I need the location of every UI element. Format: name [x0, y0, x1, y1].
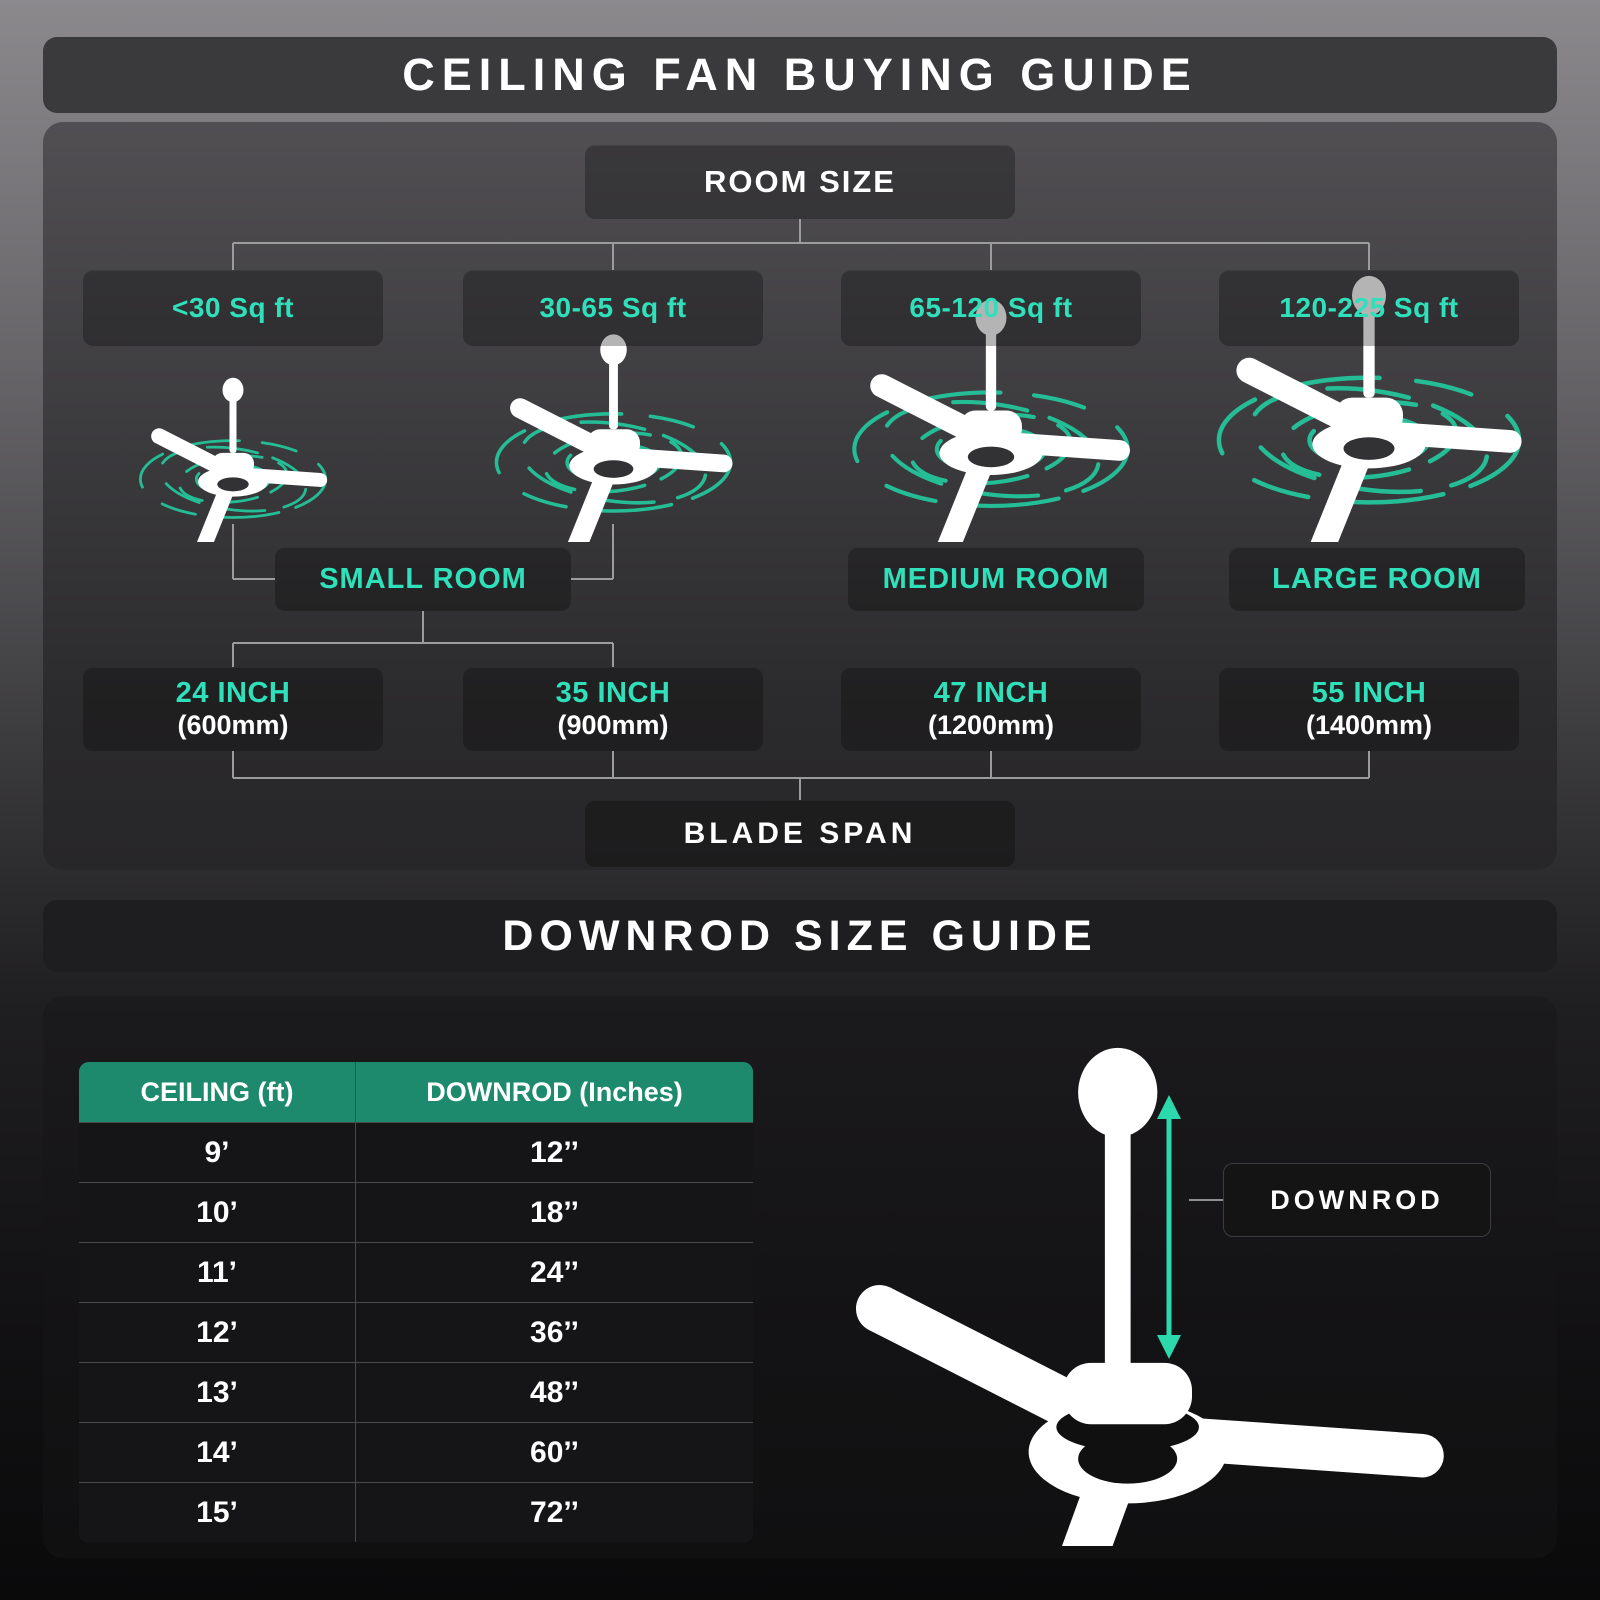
sqft-label: 120-225 Sq ft: [1279, 292, 1459, 323]
table-cell: 72’’: [356, 1483, 753, 1542]
table-cell: 14’: [79, 1423, 355, 1482]
table-cell: 24’’: [356, 1243, 753, 1302]
large-room-node: [1229, 547, 1525, 611]
downrod-size-table: [79, 1062, 753, 1542]
table-cell: 10’: [79, 1183, 355, 1242]
blade-span-node-35: [463, 667, 763, 751]
blade-span-node-24: [83, 667, 383, 751]
downrod-guide-title: [43, 900, 1557, 972]
mm-label: (1400mm): [1305, 710, 1433, 741]
medium-room-node: [848, 547, 1144, 611]
table-cell: 60’’: [356, 1423, 753, 1482]
room-size-flowchart-panel: [43, 122, 1557, 870]
main-title: [43, 37, 1557, 113]
inch-label: 55 INCH: [1311, 676, 1427, 709]
downrod-guide-title-text: DOWNROD SIZE GUIDE: [502, 911, 1098, 960]
inch-label: 24 INCH: [175, 676, 291, 709]
sqft-node-30-65: [463, 270, 763, 346]
sqft-node-120-225: [1219, 270, 1519, 346]
inch-label: 35 INCH: [555, 676, 671, 709]
sqft-node-under-30: [83, 270, 383, 346]
ceiling-fan-icon-small: [128, 376, 338, 542]
mm-label: (900mm): [557, 710, 669, 741]
mm-label: (600mm): [177, 710, 289, 741]
table-cell: 12’: [79, 1303, 355, 1362]
blade-span-node-55: [1219, 667, 1519, 751]
table-cell: 48’’: [356, 1363, 753, 1422]
room-label: LARGE ROOM: [1272, 562, 1482, 595]
sqft-node-65-120: [841, 270, 1141, 346]
downrod-label-connector-line: [1189, 1199, 1223, 1201]
sqft-label: <30 Sq ft: [172, 292, 294, 323]
room-size-label: ROOM SIZE: [704, 164, 896, 199]
ceiling-fan-icon-medium-small: [481, 332, 746, 542]
sqft-label: 65-120 Sq ft: [909, 292, 1073, 323]
blade-span-node: [585, 800, 1015, 867]
downrod-label-text: DOWNROD: [1270, 1184, 1444, 1215]
room-size-node: [585, 145, 1015, 219]
table-cell: 36’’: [356, 1303, 753, 1362]
small-room-node: [275, 547, 571, 611]
table-header-downrod: DOWNROD (Inches): [356, 1062, 753, 1122]
main-title-text: CEILING FAN BUYING GUIDE: [402, 49, 1198, 100]
table-cell: 11’: [79, 1243, 355, 1302]
mm-label: (1200mm): [927, 710, 1055, 741]
inch-label: 47 INCH: [933, 676, 1049, 709]
blade-span-node-47: [841, 667, 1141, 751]
table-cell: 9’: [79, 1123, 355, 1182]
table-cell: 15’: [79, 1483, 355, 1542]
downrod-guide-panel: [43, 996, 1557, 1558]
table-cell: 12’’: [356, 1123, 753, 1182]
sqft-label: 30-65 Sq ft: [539, 292, 687, 323]
downrod-label-box: [1223, 1163, 1491, 1237]
table-header-ceiling: CEILING (ft): [79, 1062, 355, 1122]
table-cell: 13’: [79, 1363, 355, 1422]
room-label: MEDIUM ROOM: [882, 562, 1110, 595]
downrod-measure-arrow-icon: [1150, 1093, 1188, 1361]
ceiling-fan-icon-downrod-diagram: [820, 1041, 1465, 1546]
room-label: SMALL ROOM: [319, 562, 527, 595]
table-cell: 18’’: [356, 1183, 753, 1242]
blade-span-label: BLADE SPAN: [683, 816, 917, 850]
